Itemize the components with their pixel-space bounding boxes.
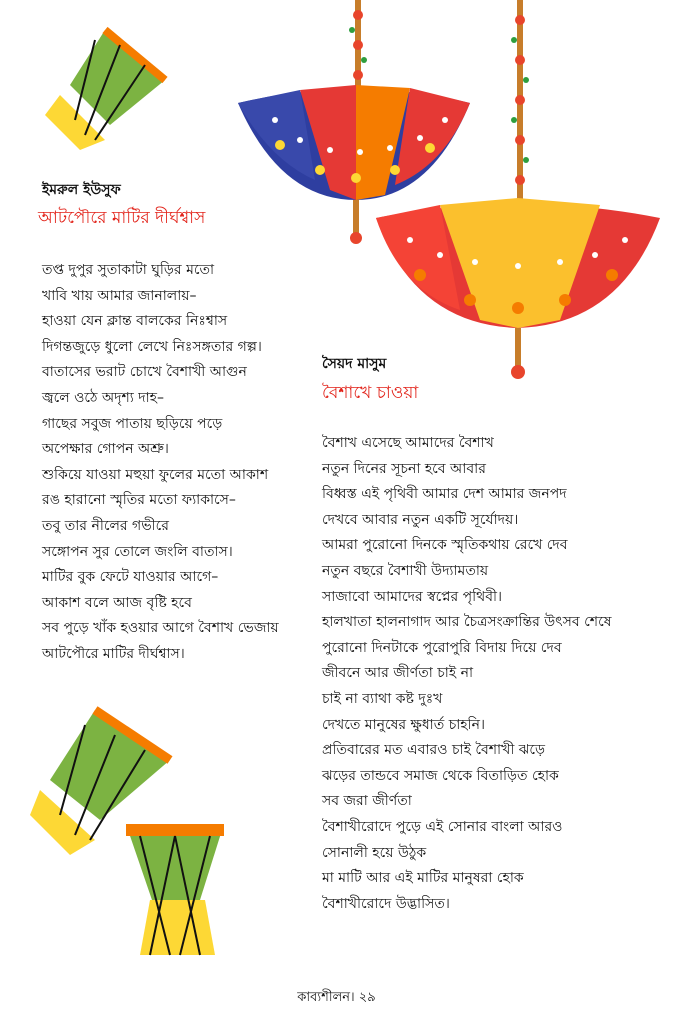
poem-line: দেখবে আবার নতুন একটি সূর্যোদয়। bbox=[322, 511, 519, 528]
poem-1-title: আটপৌরে মাটির দীর্ঘশ্বাস bbox=[38, 208, 206, 228]
poem-1-body bbox=[42, 258, 279, 668]
poem-line: দিগন্তজুড়ে ধুলো লেখে নিঃসঙ্গতার গল্প। bbox=[42, 338, 262, 355]
poem-line: বৈশাখ এসেছে আমাদের বৈশাখ bbox=[322, 435, 494, 451]
poem-line: সব পুড়ে খাঁক হওয়ার আগে বৈশাখ ভেজায় bbox=[42, 620, 279, 637]
poem-line: আমরা পুরোনো দিনকে স্মৃতিকথায় রেখে দেব bbox=[322, 537, 568, 554]
poem-line: ঝড়ের তান্ডবে সমাজ থেকে বিতাড়িত হোক bbox=[322, 767, 559, 784]
poem-line: হালখাতা হালনাগাদ আর চৈত্রসংক্রান্তির উৎসব শেষে bbox=[322, 614, 612, 631]
umbrella-red-icon bbox=[376, 198, 660, 379]
poem-line: বাতাসের ভরাট চোখে বৈশাখী আগুন bbox=[42, 364, 247, 381]
poem-line: সোনালী হয়ে উঠুক bbox=[322, 844, 427, 861]
page-footer: কাব্যশীলন। ২৯ bbox=[297, 990, 376, 1005]
poem-line: চাই না ব্যাথা কষ্ট দুঃখ bbox=[322, 690, 443, 707]
poem-line: নতুন বছরে বৈশাখী উদ্যামতায় bbox=[322, 562, 489, 579]
poem-line: জ্বলে ওঠে অদৃশ্য দাহ– bbox=[42, 389, 165, 406]
poem-line: আকাশ বলে আজ বৃষ্টি হবে bbox=[42, 594, 192, 611]
poem-line: শুকিয়ে যাওয়া মহুয়া ফুলের মতো আকাশ bbox=[42, 466, 269, 483]
poem-2-body bbox=[322, 431, 611, 917]
poem-2-author: সৈয়দ মাসুম bbox=[322, 356, 387, 372]
poem-line: হাওয়া যেন ক্লান্ত বালকের নিঃশ্বাস bbox=[42, 313, 228, 330]
poem-line: সঙ্গোপন সুর তোলে জংলি বাতাস। bbox=[42, 543, 233, 560]
poem-line: তবু তার নীলের গভীরে bbox=[42, 517, 169, 534]
poem-line: নতুন দিনের সূচনা হবে আবার bbox=[322, 460, 486, 477]
poem-line: তপ্ত দুপুর সুতাকাটা ঘুড়ির মতো bbox=[42, 262, 215, 278]
poem-line: পুরোনো দিনটাকে পুরোপুরি বিদায় দিয়ে দেব bbox=[322, 639, 562, 656]
drum-bottom-right-icon bbox=[126, 824, 224, 955]
poem-line: বৈশাখীরোদে পুড়ে এই সোনার বাংলা আরও bbox=[322, 818, 563, 835]
drum-top-icon bbox=[45, 30, 165, 150]
poem-line: সাজাবো আমাদের স্বপ্নের পৃথিবী। bbox=[322, 588, 503, 605]
poem-line: মাটির বুক ফেটে যাওয়ার আগে– bbox=[42, 569, 219, 586]
poem-1-author: ইমরুল ইউসুফ bbox=[42, 182, 121, 198]
poem-line: আটপৌরে মাটির দীর্ঘশ্বাস। bbox=[42, 645, 185, 662]
poem-line: রঙ হারানো স্মৃতির মতো ফ্যাকাসে– bbox=[42, 492, 236, 509]
poem-line: দেখতে মানুষের ক্ষুধার্ত চাহনি। bbox=[322, 716, 486, 733]
poem-2-title: বৈশাখে চাওয়া bbox=[322, 383, 419, 403]
garland-string-right bbox=[511, 0, 529, 215]
poem-line: বৈশাখীরোদে উদ্ভাসিত। bbox=[322, 895, 450, 912]
poem-line: প্রতিবারের মত এবারও চাই বৈশাখী ঝড়ে bbox=[322, 742, 545, 759]
poem-line: বিধ্বস্ত এই পৃথিবী আমার দেশ আমার জনপদ bbox=[322, 486, 567, 503]
poem-line: খাবি খায় আমার জানালায়– bbox=[42, 287, 197, 304]
poem-line: গাছের সবুজ পাতায় ছড়িয়ে পড়ে bbox=[42, 415, 223, 432]
poem-line: মা মাটি আর এই মাটির মানুষরা হোক bbox=[322, 870, 524, 887]
poem-line: জীবনে আর জীর্ণতা চাই না bbox=[322, 665, 474, 682]
poem-line: সব জরা জীর্ণতা bbox=[322, 793, 412, 810]
poem-line: অপেক্ষার গোপন অশ্রু। bbox=[42, 441, 169, 458]
